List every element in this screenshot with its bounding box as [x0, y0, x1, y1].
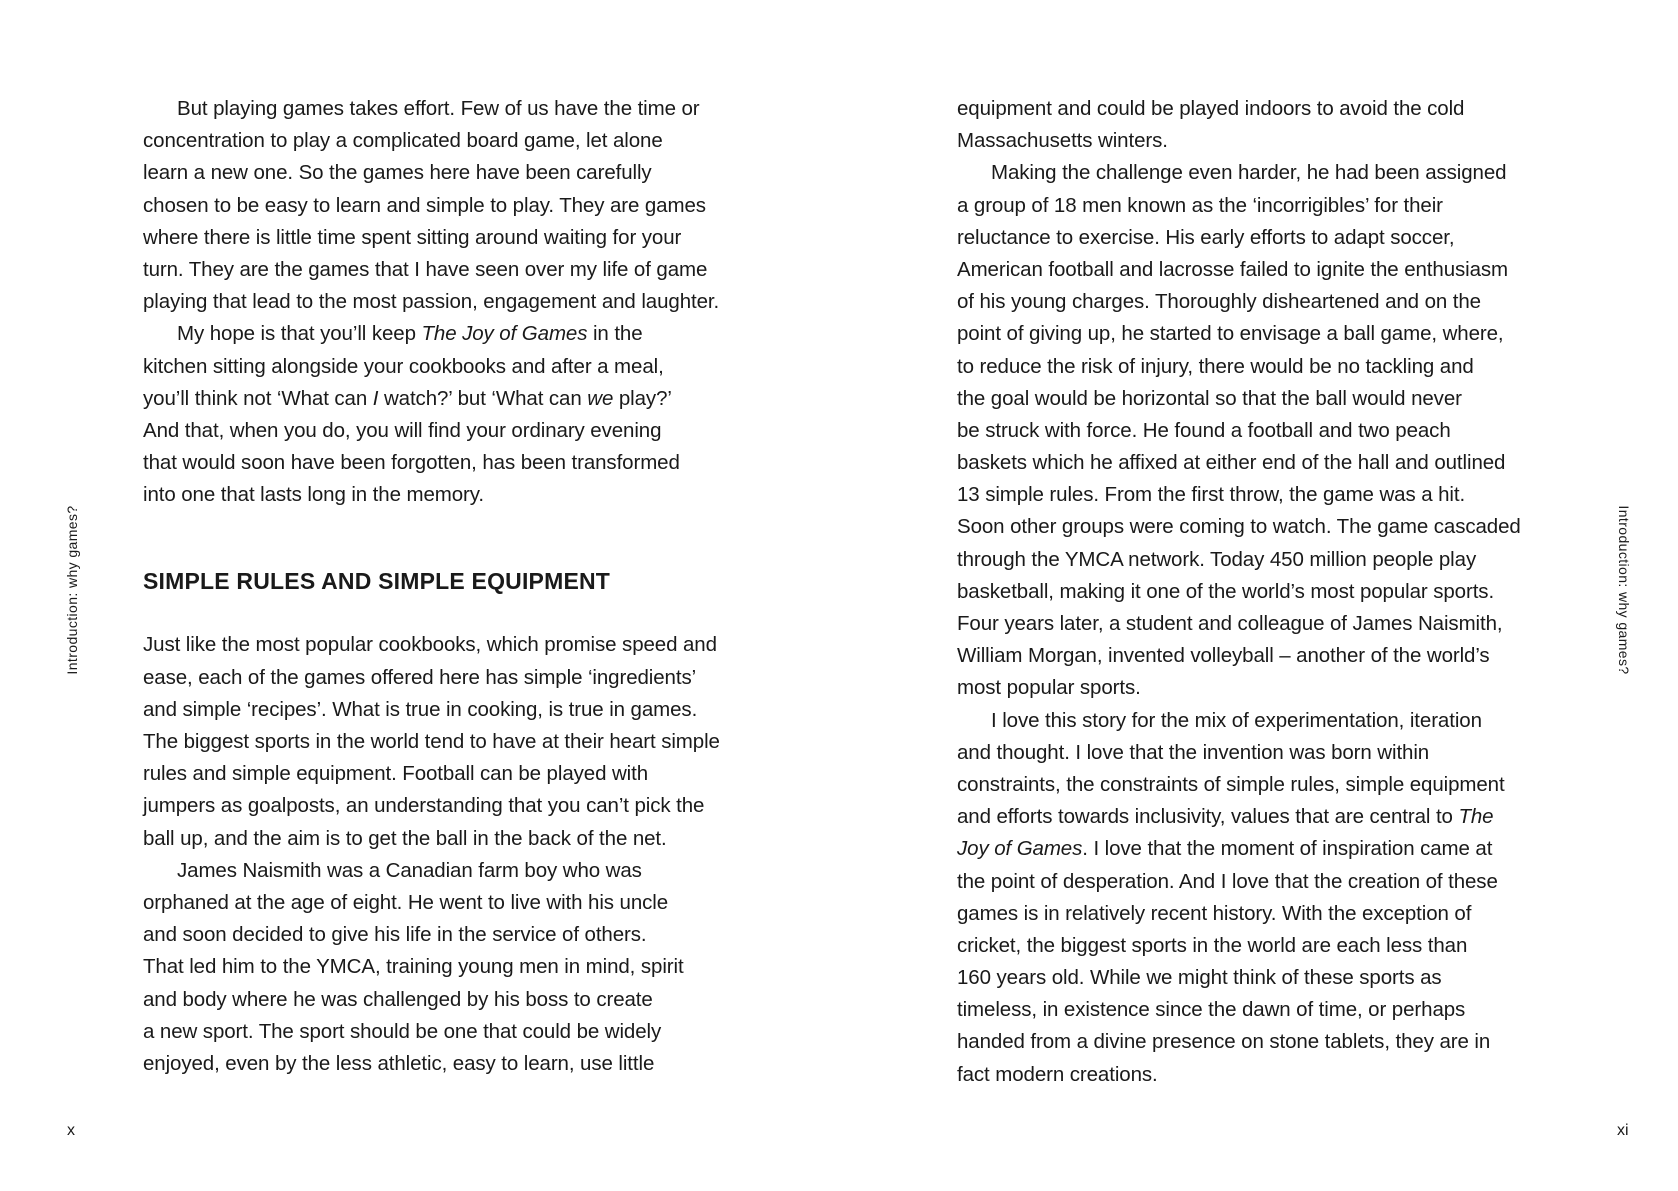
text-line: equipment and could be played indoors to avoid the cold	[957, 97, 1465, 120]
text-line: James Naismith was a Canadian farm boy who was	[177, 858, 642, 882]
text-line: and soon decided to give his life in the service of others.	[143, 923, 647, 947]
paragraph	[143, 93, 720, 318]
page-number-right: xi	[1617, 1122, 1629, 1139]
book-title: The Joy of Games	[421, 322, 588, 346]
book-title: The	[1458, 805, 1494, 829]
paragraph	[143, 629, 720, 854]
text-line: 13 simple rules. From the first throw, the game was a hit.	[957, 483, 1466, 507]
text-line: playing that lead to the most passion, engagement and laughter.	[143, 290, 720, 314]
section-heading: SIMPLE RULES AND SIMPLE EQUIPMENT	[143, 568, 611, 595]
text-line: cricket, the biggest sports in the world are each less than	[957, 933, 1468, 957]
text-line: basketball, making it one of the world’s most popular sports.	[957, 579, 1495, 603]
text-line: Just like the most popular cookbooks, which promise speed and	[143, 633, 717, 657]
text-line: point of giving up, he started to envisage a ball game, where,	[957, 322, 1504, 346]
text-line: and efforts towards inclusivity, values that are central to The	[957, 805, 1494, 829]
right-page	[839, 0, 1678, 1191]
text-line: orphaned at the age of eight. He went to live with his uncle	[143, 890, 669, 914]
text-line: I love this story for the mix of experimentation, iteration	[991, 708, 1482, 732]
emphasis: I	[372, 386, 379, 410]
text-line: turn. They are the games that I have seen over my life of game	[143, 257, 708, 281]
text-line: and body where he was challenged by his boss to create	[143, 987, 653, 1011]
text-line: Massachusetts winters.	[957, 129, 1168, 153]
text-line: handed from a divine presence on stone tablets, they are in	[957, 1030, 1491, 1054]
text-line: reluctance to exercise. His early efforts to adapt soccer,	[957, 225, 1455, 249]
text-line: timeless, in existence since the dawn of time, or perhaps	[957, 998, 1466, 1022]
paragraph	[957, 157, 1521, 704]
text-line: jumpers as goalposts, an understanding that you can’t pick the	[143, 794, 705, 818]
text-line: where there is little time spent sitting around waiting for your	[143, 225, 682, 249]
text-line: and simple ‘recipes’. What is true in cooking, is true in games.	[143, 697, 698, 721]
text-line: William Morgan, invented volleyball – another of the world’s	[957, 644, 1490, 668]
paragraph	[143, 318, 720, 511]
text-line: enjoyed, even by the less athletic, easy to learn, use little	[143, 1051, 655, 1075]
text-line: most popular sports.	[957, 676, 1141, 700]
text-line: That led him to the YMCA, training young men in mind, spirit	[143, 955, 684, 979]
text-line: fact modern creations.	[957, 1062, 1158, 1086]
text-line: and thought. I love that the invention was born within	[957, 740, 1430, 764]
text-line: learn a new one. So the games here have been carefully	[143, 161, 652, 185]
text-line: that would soon have been forgotten, has been transformed	[143, 451, 680, 475]
text-line: American football and lacrosse failed to ignite the enthusiasm	[957, 257, 1509, 281]
text-line: you’ll think not ‘What can I watch?’ but ‘What can we play?’	[143, 386, 672, 410]
running-head-left: Introduction: why games?	[64, 505, 80, 675]
right-text-column	[957, 93, 1521, 1091]
running-head-right: Introduction: why games?	[1616, 505, 1632, 675]
text-line: kitchen sitting alongside your cookbooks and after a meal,	[143, 354, 664, 378]
left-text-column	[143, 93, 720, 1080]
text-line: the goal would be horizontal so that the ball would never	[957, 386, 1462, 410]
text-line: ease, each of the games offered here has simple ‘ingredients’	[143, 665, 697, 689]
text-line: Soon other groups were coming to watch. The game cascaded	[957, 515, 1521, 539]
emphasis: we	[587, 386, 614, 410]
text-line: a new sport. The sport should be one that could be widely	[143, 1019, 662, 1043]
text-line: rules and simple equipment. Football can be played with	[143, 762, 649, 786]
text-line: Making the challenge even harder, he had been assigned	[991, 161, 1507, 185]
text-line: ball up, and the aim is to get the ball in the back of the net.	[143, 826, 667, 850]
text-line: 160 years old. While we might think of these sports as	[957, 966, 1442, 990]
text-line: Joy of Games. I love that the moment of inspiration came at	[957, 837, 1493, 861]
text-line: chosen to be easy to learn and simple to play. They are games	[143, 193, 706, 217]
text-line: The biggest sports in the world tend to have at their heart simple	[143, 730, 720, 753]
text-line: through the YMCA network. Today 450 million people play	[957, 547, 1477, 571]
text-line: the point of desperation. And I love that the creation of these	[957, 869, 1498, 893]
paragraph	[143, 855, 720, 1080]
text-line: a group of 18 men known as the ‘incorrigibles’ for their	[957, 193, 1443, 217]
text-line: Four years later, a student and colleague of James Naismith,	[957, 612, 1503, 635]
text-line: concentration to play a complicated board game, let alone	[143, 129, 663, 153]
text-line: to reduce the risk of injury, there would be no tackling and	[957, 354, 1474, 378]
paragraph	[957, 705, 1521, 1091]
page-number-left: x	[67, 1122, 75, 1139]
text-line: baskets which he affixed at either end of the hall and outlined	[957, 451, 1506, 475]
text-line: constraints, the constraints of simple rules, simple equipment	[957, 772, 1505, 796]
text-line: into one that lasts long in the memory.	[143, 483, 484, 507]
text-line: But playing games takes effort. Few of us have the time or	[177, 97, 700, 120]
paragraph	[957, 93, 1521, 157]
text-line: And that, when you do, you will find your ordinary evening	[143, 418, 662, 442]
text-line: be struck with force. He found a football and two peach	[957, 418, 1451, 442]
text-line: of his young charges. Thoroughly disheartened and on the	[957, 290, 1481, 314]
book-title: Joy of Games	[957, 837, 1083, 861]
text-line: games is in relatively recent history. With the exception of	[957, 901, 1472, 925]
text-line: My hope is that you’ll keep The Joy of Games in the	[177, 322, 643, 346]
